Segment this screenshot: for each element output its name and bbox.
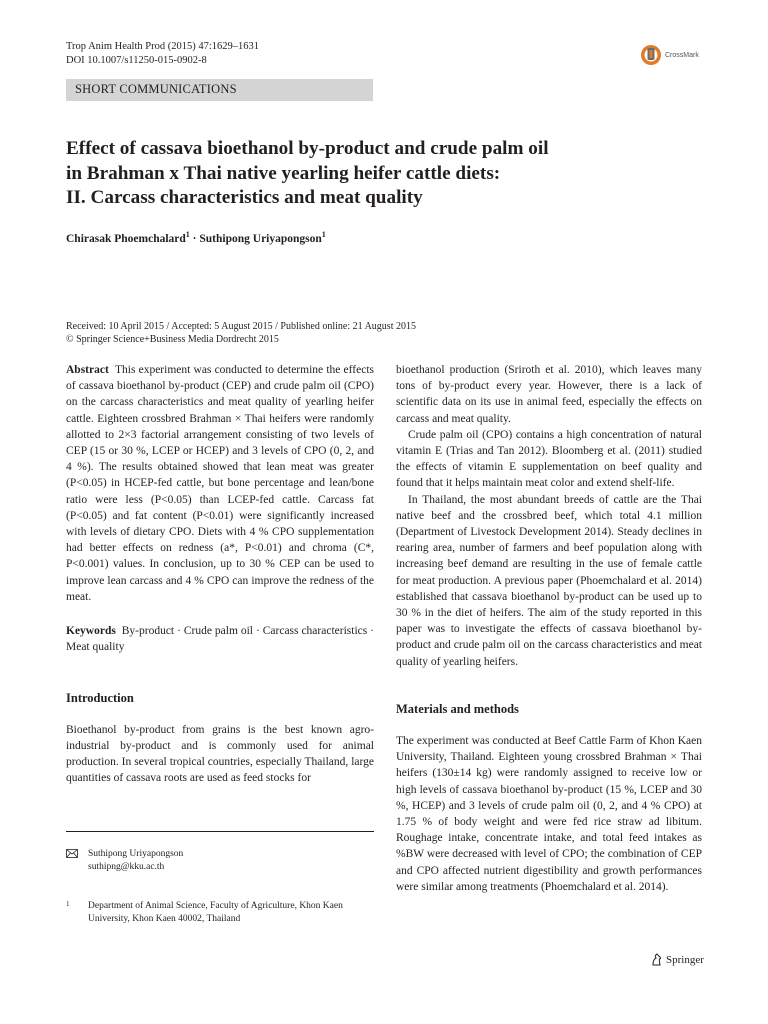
footnote-divider <box>66 831 374 832</box>
body-paragraph-2: Crude palm oil (CPO) contains a high concentration of natural vitamin E (Trias and Tan 2012). Bloomberg et al. (2011) studied the effects of vitamin E supplementation on beef quality and found that it helps maintain meat color and extend shelf-life. <box>396 428 702 490</box>
publisher-name: Springer <box>666 953 704 966</box>
crossmark-label: CrossMark <box>665 51 699 59</box>
methods-heading: Materials and methods <box>396 701 519 716</box>
publication-dates: Received: 10 April 2015 / Accepted: 5 August 2015 / Published online: 21 August 2015 <box>66 321 416 332</box>
crossmark-badge[interactable] <box>640 42 704 68</box>
title-line-3: II. Carcass characteristics and meat quality <box>66 187 423 208</box>
introduction-text: Bioethanol by-product from grains is the best known agro-industrial by-product and is commonly used for animal production. In several tropical countries, especially Thailand, large quantities of cassava roots are used as feed stocks for <box>66 723 374 785</box>
keywords-text: By-product · Crude palm oil · Carcass characteristics · Meat quality <box>66 625 374 654</box>
title-line-1: Effect of cassava bioethanol by-product and crude palm oil <box>66 138 549 159</box>
abstract-paragraph <box>66 362 374 605</box>
abstract-label: Abstract <box>66 364 109 376</box>
author-list <box>66 230 326 245</box>
corresponding-author-name: Suthipong Uriyapongson <box>88 849 184 859</box>
affiliation-number: 1 <box>66 900 70 908</box>
author-1[interactable]: Chirasak Phoemchalard <box>66 232 186 245</box>
author-2-affil: 1 <box>321 230 326 239</box>
doi-link[interactable]: DOI 10.1007/s11250-015-0902-8 <box>66 55 207 66</box>
author-separator: · <box>189 232 200 245</box>
left-column <box>66 362 374 786</box>
body-paragraph-4: The experiment was conducted at Beef Cattle Farm of Khon Kaen University, Thailand. Eighteen young crossbred Brahman × Thai heifers (130±14 kg) were randomly assigned to receive low or high levels of cassava bioethanol by-product (15 %, LCEP and 30 %, HCEP) and 3 levels of crude palm oil (0, 2, and 4 % CPO) at 1.75 % of body weight and were fed rice straw ad libitum. Roughage intake, concentrate intake, and total feed intakes as %BW were decreased with level of CPO; the combination of CEP and CPO affected nutrient digestibility and growth performances were similar among treatments (Phoemchalard et al. 2014). <box>396 735 702 893</box>
section-banner <box>66 79 373 101</box>
publisher-logo <box>650 953 704 966</box>
body-paragraph-1: bioethanol production (Sriroth et al. 2010), which leaves many tons of by-product every year. However, there is a lack of scientific data on its use in animal feed, especially the effects on carcass and meat quality. <box>396 364 702 425</box>
body-paragraph-3: In Thailand, the most abundant breeds of cattle are the Thai native beef and the crossbred beef, which total 4.1 million (Department of Livestock Development 2014). Steady declines in rearing area, number of farmers and beef population along with increasing beef demand are resulting in the use of female cattle for meat production. A previous paper (Phoemchalard et al. 2014) established that cassava bioethanol by-product can be used up to 30 % in the diet of heifers. The aim of the study reported in this paper was to investigate the effects of cassava bioethanol by-product and crude palm oil on the carcass characteristics and meat quality of yearling heifers. <box>396 493 702 668</box>
crossmark-icon <box>640 44 662 66</box>
affiliation-line-2: University, Khon Kaen 40002, Thailand <box>88 914 241 924</box>
right-column <box>396 362 702 895</box>
springer-horse-icon <box>650 953 663 966</box>
keywords-paragraph <box>66 623 374 655</box>
keywords-label: Keywords <box>66 625 116 638</box>
author-2[interactable]: Suthipong Uriyapongson <box>199 232 322 245</box>
author-1-affil: 1 <box>185 230 190 239</box>
article-title <box>66 137 706 211</box>
affiliation-line-1: Department of Animal Science, Faculty of Agriculture, Khon Kaen <box>88 901 343 911</box>
envelope-icon <box>66 849 78 858</box>
corresponding-author-email[interactable]: suthipng@kku.ac.th <box>88 862 165 872</box>
introduction-heading: Introduction <box>66 691 134 706</box>
journal-citation: Trop Anim Health Prod (2015) 47:1629–1631 <box>66 41 259 52</box>
abstract-text: This experiment was conducted to determine the effects of cassava bioethanol by-product (CEP) and crude palm oil (CPO) on the carcass characteristics and meat quality of yearling heifer cattle. Eighteen crossbred Brahman × Thai heifers were randomly allotted to 2×3 factorial arrangement consisting of two levels of CEP (15 or 30 %, LCEP or HCEP) and 3 levels of CPO (0, 2, and 4 %). The results obtained showed that lean meat was greater (P<0.05) in HCEP-fed cattle, but bone percentage and lean/bone ratio were less (P<0.05) than LCEP-fed cattle. Carcass fat (P<0.05) and fat content (P<0.01) were significantly increased with levels of dietary CPO. Diets with 4 % CPO supplementation had better effects on redness (a*, P<0.01) and chroma (C*, P<0.001) values. In conclusion, up to 30 % CEP can be used to improve lean carcass and 4 % CPO can improve the redness of the meat. <box>66 364 374 603</box>
section-label: SHORT COMMUNICATIONS <box>75 82 237 96</box>
copyright-line: © Springer Science+Business Media Dordrecht 2015 <box>66 334 279 345</box>
title-line-2: in Brahman x Thai native yearling heifer cattle diets: <box>66 162 501 184</box>
